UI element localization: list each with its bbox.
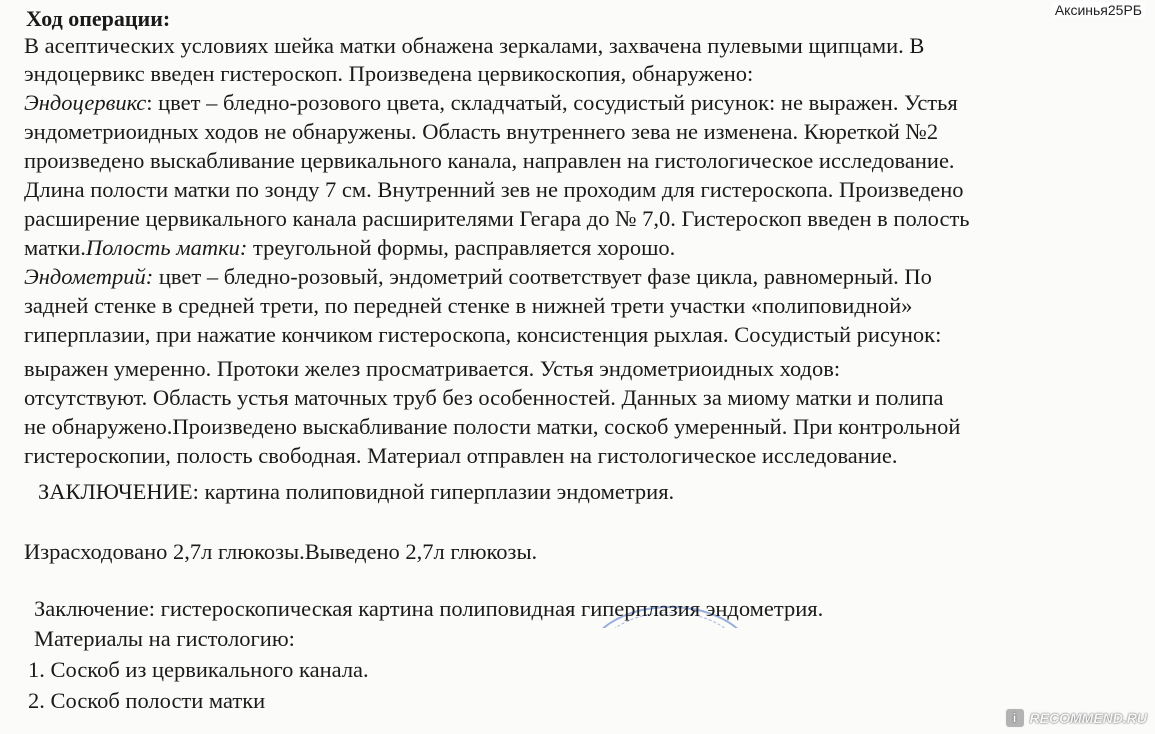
text-line-2: эндоцервикс введен гистероскоп. Произведена цервикоскопия, обнаружено: — [24, 61, 754, 86]
uterus-prefix: матки. — [24, 235, 86, 260]
text-line-3 — [24, 90, 958, 116]
materials-item-1: 1. Соскоб из цервикального канала. — [28, 657, 369, 682]
conclusion-uppercase: ЗАКЛЮЧЕНИЕ: картина полиповидной гиперплазии эндометрия. — [38, 479, 675, 504]
text-line-8 — [24, 235, 675, 261]
text-line-4: эндометриоидных ходов не обнаружены. Область внутреннего зева не изменена. Кюреткой №2 — [24, 119, 939, 144]
text-line-9 — [24, 264, 932, 290]
text-line-14: не обнаружено.Произведено выскабливание полости матки, соскоб умеренный. При контрольной — [24, 414, 961, 439]
username-tag: Аксинья25РБ — [1052, 2, 1145, 18]
text-line-7: расширение цервикального канала расширителями Гегара до № 7,0. Гистероскоп введен в полость — [24, 206, 970, 231]
operation-heading: Ход операции: — [26, 6, 171, 31]
text-line-11: гиперплазии, при нажатие кончиком гистероскопа, консистенция рыхлая. Сосудистый рисунок: — [24, 322, 942, 347]
text-line-10: задней стенке в средней трети, по передней стенке в нижней трети участки «полиповидной» — [24, 293, 913, 318]
watermark-text: RECOMMEND.RU — [1029, 710, 1147, 726]
endometrium-label: Эндометрий: — [24, 264, 154, 289]
glucose-line: Израсходовано 2,7л глюкозы.Выведено 2,7л глюкозы. — [24, 539, 538, 564]
text-line-12: выражен умеренно. Протоки желез просматривается. Устья эндометриоидных ходов: — [24, 356, 841, 381]
text-line-13: отсутствуют. Область устья маточных труб без особенностей. Данных за миому матки и полипа — [24, 385, 944, 410]
recommend-logo-icon: i — [1005, 708, 1025, 728]
text-line-1: В асептических условиях шейка матки обнажена зеркалами, захвачена пулевыми щипцами. В — [24, 33, 925, 58]
text-line-5: произведено выскабливание цервикального канала, направлен на гистологическое исследование. — [24, 148, 955, 173]
uterine-cavity-label: Полость матки: — [85, 235, 248, 260]
text-line-15: гистероскопии, полость свободная. Материал отправлен на гистологическое исследование. — [24, 443, 898, 468]
endocervix-label: Эндоцервикс — [24, 90, 147, 115]
text-line-6: Длина полости матки по зонду 7 см. Внутренний зев не проходим для гистероскопа. Произведено — [24, 177, 964, 202]
materials-heading: Материалы на гистологию: — [34, 626, 295, 651]
endometrium-text: цвет – бледно-розовый, эндометрий соответствует фазе цикла, равномерный. По — [153, 264, 932, 289]
conclusion-line: Заключение: гистероскопическая картина полиповидная гиперплазия эндометрия. — [34, 596, 824, 621]
endocervix-text: : цвет – бледно-розового цвета, складчатый, сосудистый рисунок: не выражен. Устья — [146, 90, 958, 115]
materials-item-2: 2. Соскоб полости матки — [28, 688, 266, 713]
recommend-watermark — [1005, 708, 1147, 728]
uterine-cavity-text: треугольной формы, расправляется хорошо. — [247, 235, 676, 260]
